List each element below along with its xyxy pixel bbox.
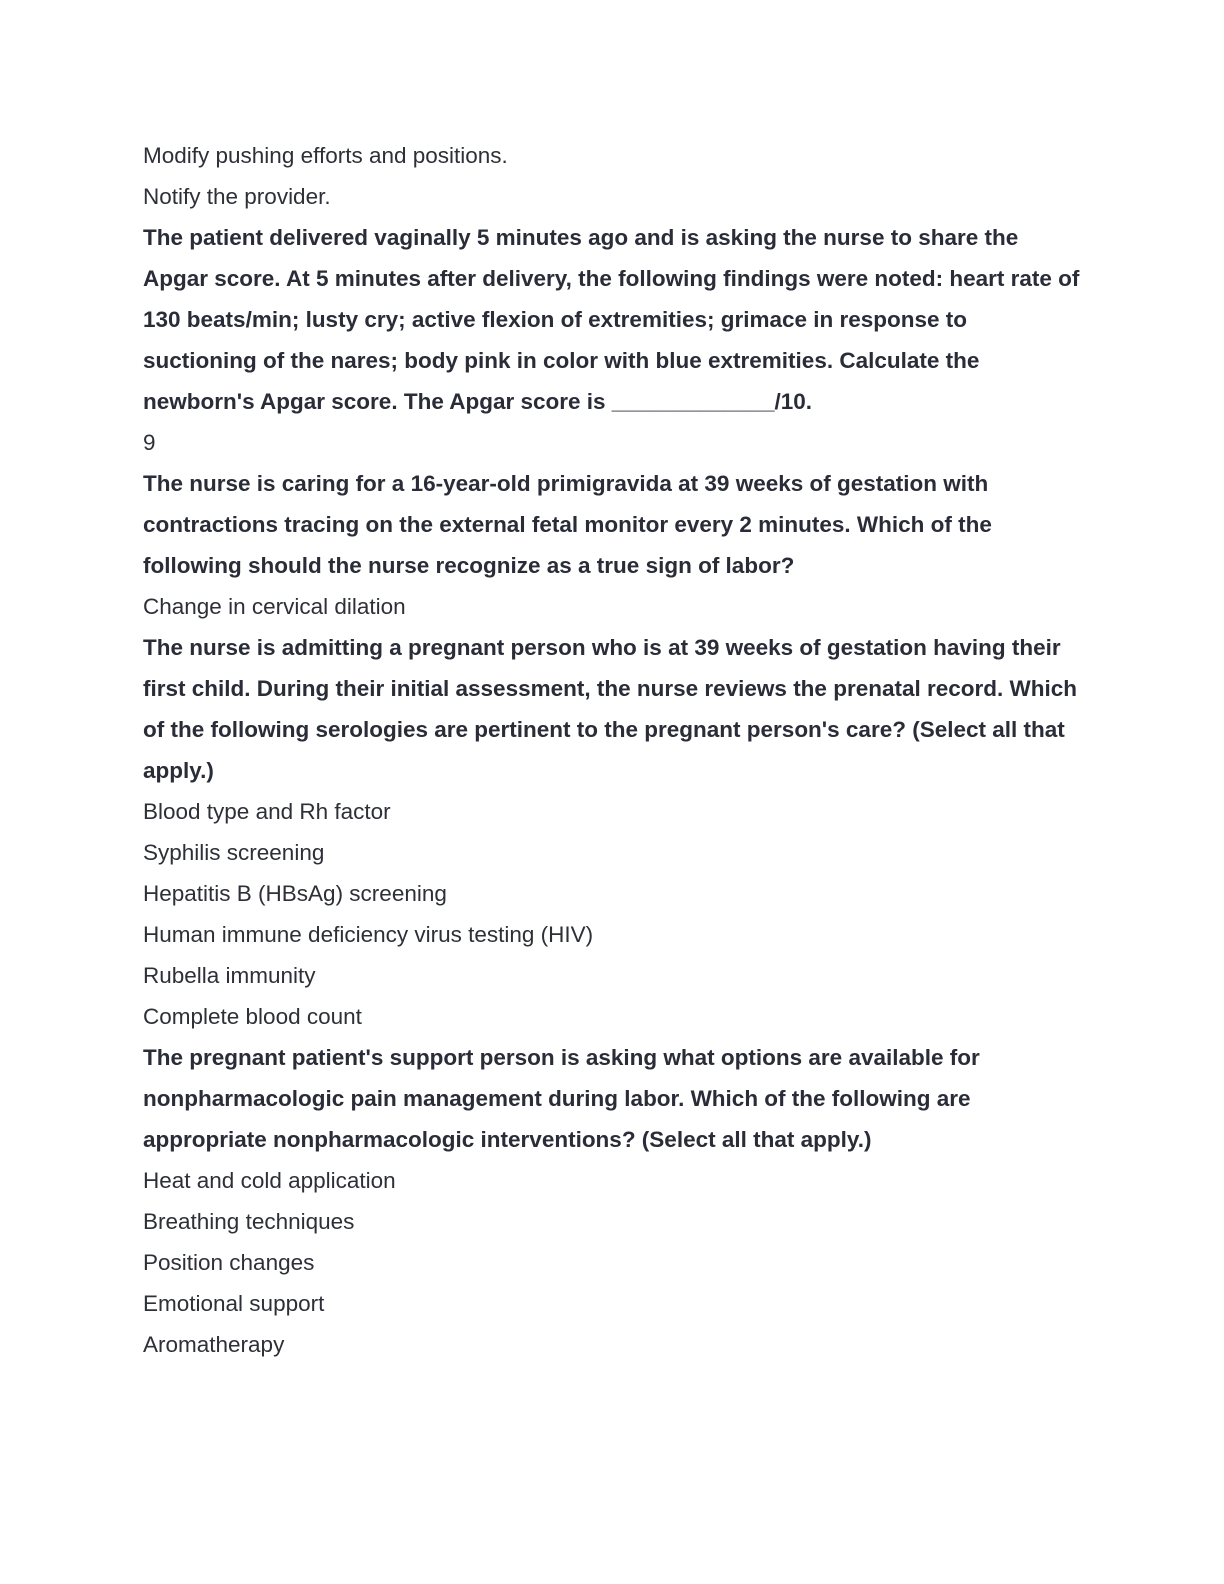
answer-line: 9 [143,430,156,455]
question-text: The nurse is caring for a 16-year-old primigravida at 39 weeks of gestation with contractions tracing on the external fetal monitor every 2 minutes. Which of the following should the nurse recognize as a true sign of labor? [143,471,992,578]
question-text: The nurse is admitting a pregnant person who is at 39 weeks of gestation having their first child. During their initial assessment, the nurse reviews the prenatal record. Which of the following serologies are pertinent to the pregnant person's care? (Select all that apply.) [143,635,1077,783]
answer-option: Position changes [143,1250,315,1275]
answer-option: Complete blood count [143,1004,362,1029]
answer-option: Syphilis screening [143,840,325,865]
document-page [143,135,1083,1365]
answer-option: Emotional support [143,1291,325,1316]
answer-line: Notify the provider. [143,184,331,209]
answer-option: Hepatitis B (HBsAg) screening [143,881,447,906]
answer-option: Blood type and Rh factor [143,799,391,824]
answer-line: Change in cervical dilation [143,594,406,619]
answer-option: Heat and cold application [143,1168,396,1193]
answer-line: Modify pushing efforts and positions. [143,143,508,168]
question-text: The pregnant patient's support person is asking what options are available for nonpharmacologic pain management during labor. Which of the following are appropriate nonpharmacologic interventions? (Select all that apply.) [143,1045,980,1152]
answer-option: Rubella immunity [143,963,316,988]
answer-option: Aromatherapy [143,1332,285,1357]
answer-option: Breathing techniques [143,1209,355,1234]
question-text: The patient delivered vaginally 5 minutes ago and is asking the nurse to share the Apgar score. At 5 minutes after delivery, the following findings were noted: heart rate of 130 beats/min; lusty cry; active flexion of extremities; grimace in response to suctioning of the nares; body pink in color with blue extremities. Calculate the newborn's Apgar score. The Apgar score is _____________/10. [143,225,1080,414]
answer-option: Human immune deficiency virus testing (HIV) [143,922,594,947]
